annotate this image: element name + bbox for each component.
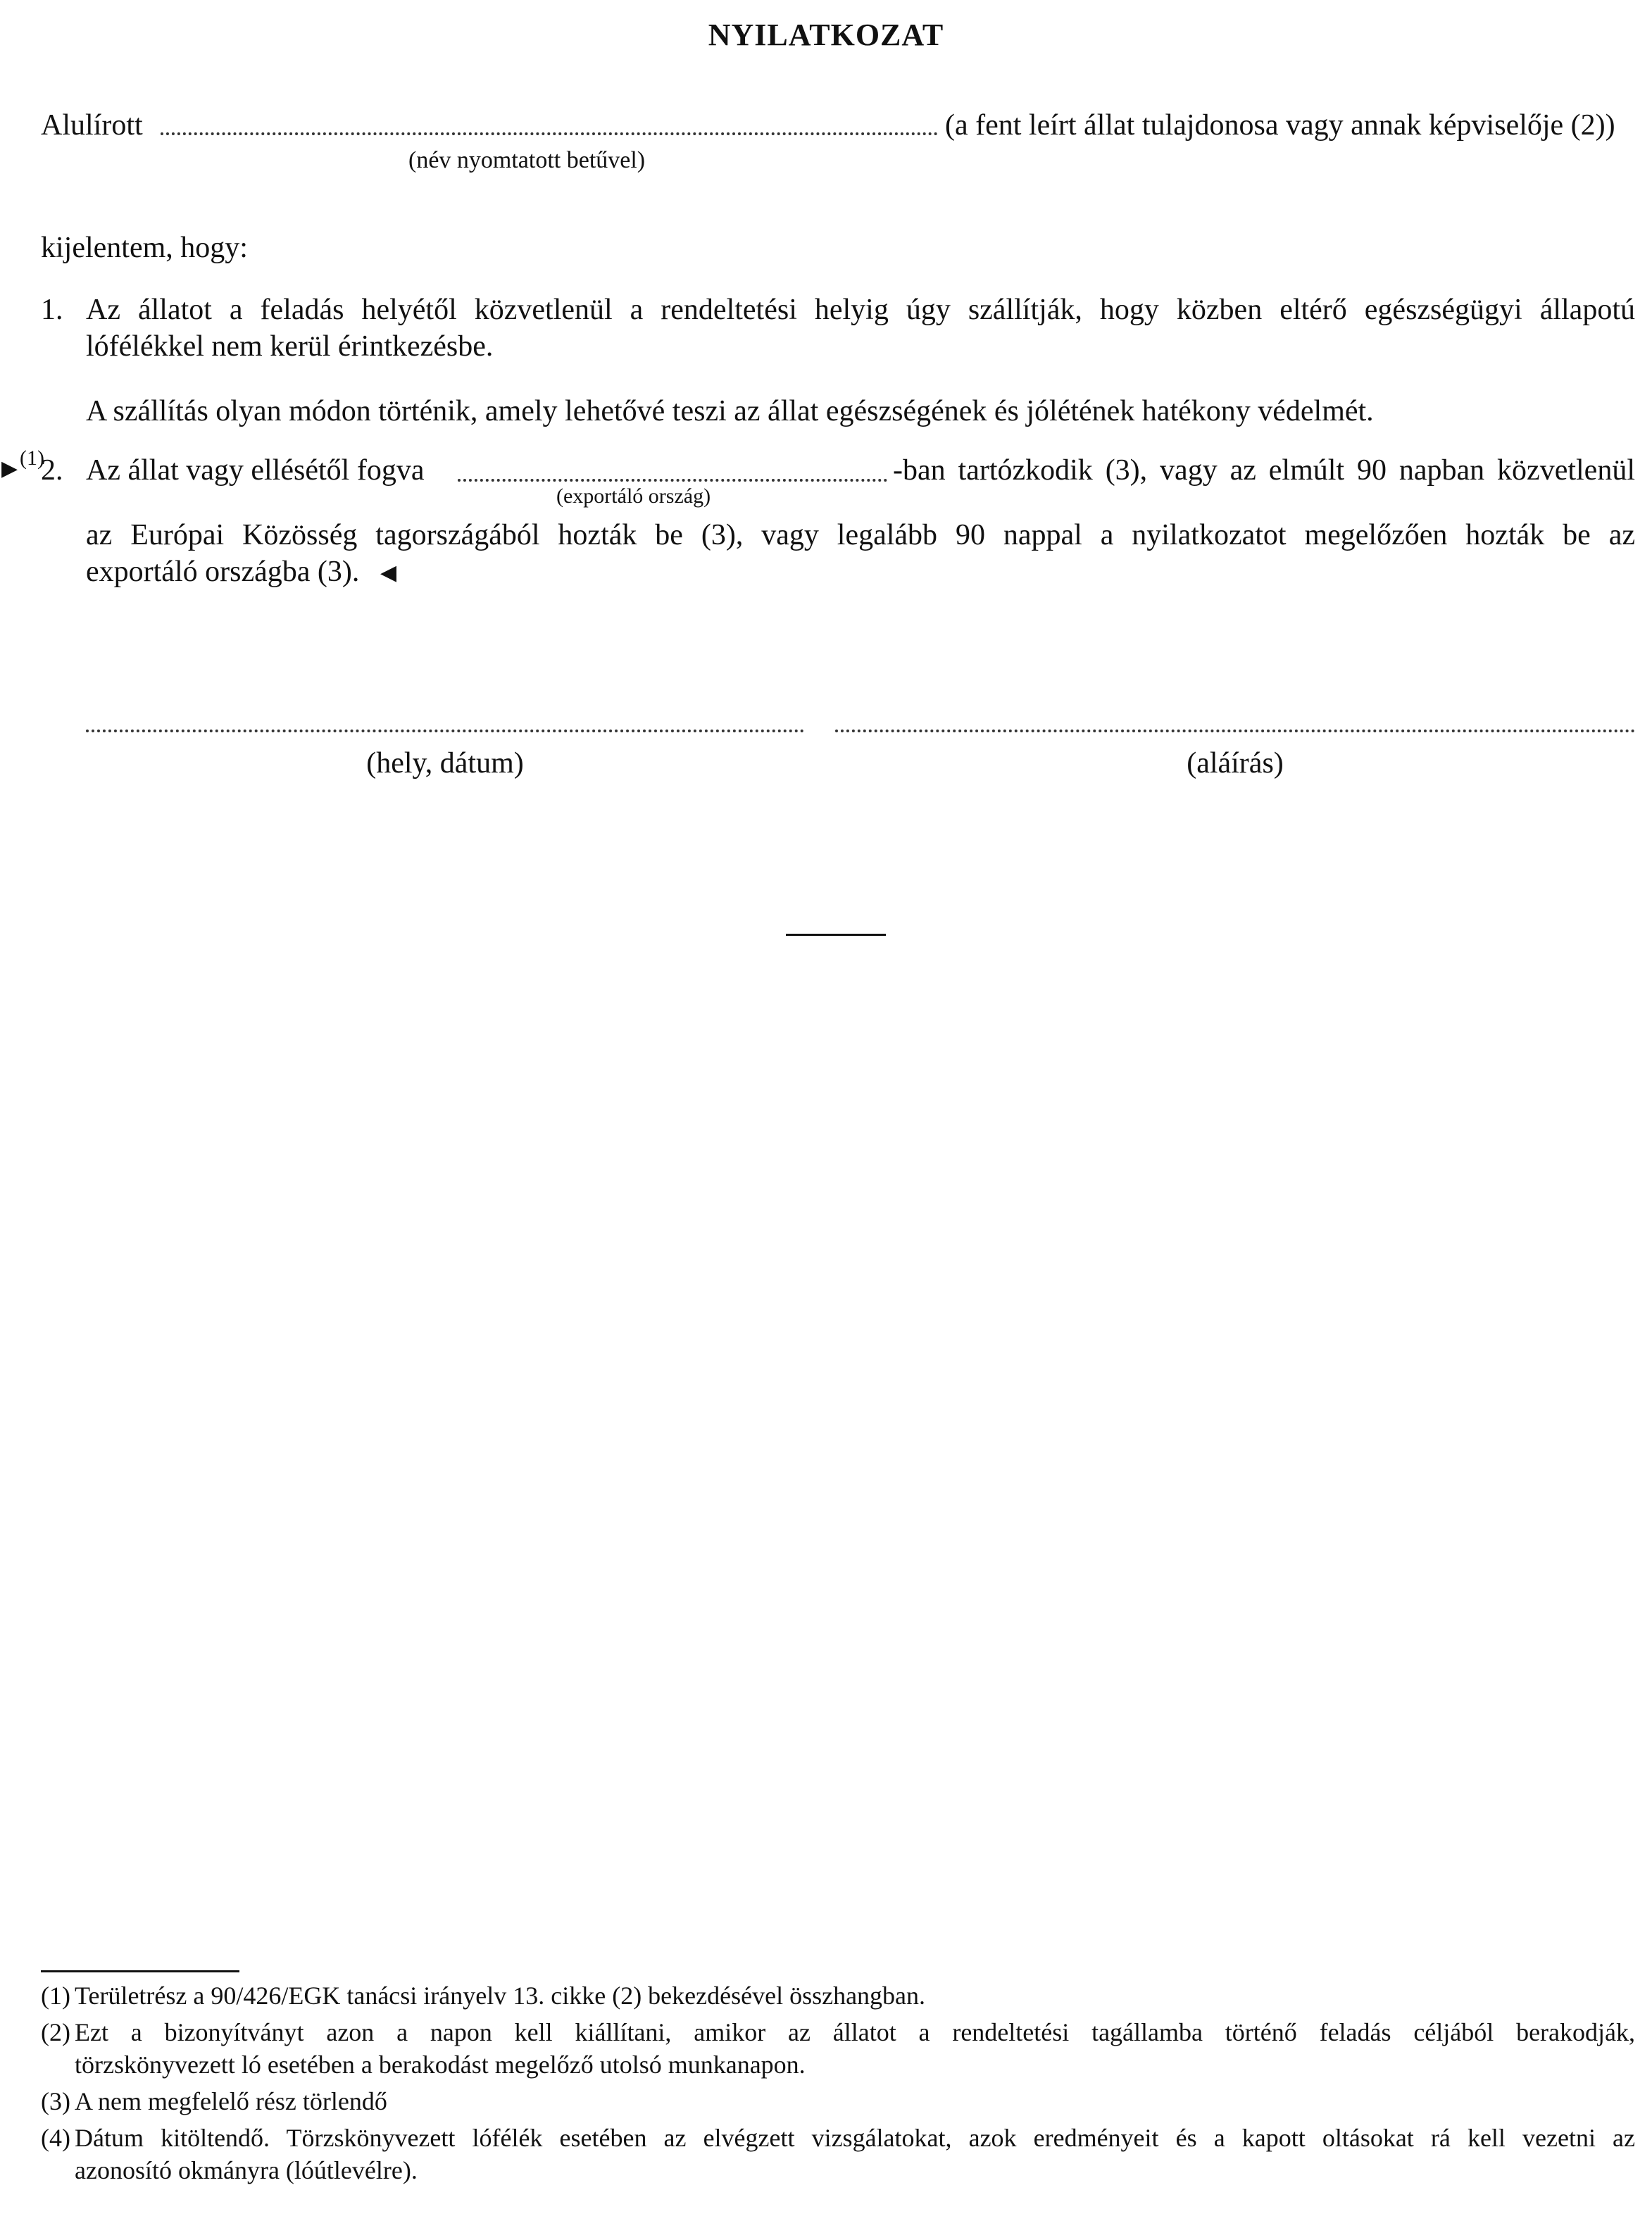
signature-caption: (aláírás) <box>1187 747 1284 780</box>
item-2-lead-text: Az állat vagy ellésétől fogva <box>86 454 425 487</box>
footnote-ref: (2) <box>41 2018 70 2046</box>
footnote-ref: (1) <box>41 1982 70 2010</box>
amendment-start-marker: ▶ <box>1 457 18 480</box>
item-1-line-2: lófélékkel nem kerül érintkezésbe. <box>86 330 494 363</box>
footnote-ref: (3) <box>41 2087 70 2115</box>
name-field-caption: (név nyomtatott betűvel) <box>408 147 646 173</box>
footnote-text: Dátum kitöltendő. Törzskönyvezett lófélék esetében az elvégzett vizsgálatokat, azok eredményeit és a kapott oltásokat rá kell vezetni az <box>75 2124 1635 2152</box>
declarant-label: Alulírott <box>41 109 143 142</box>
amendment-reference: (1) <box>20 446 44 470</box>
item-2-line-3: exportáló országba (3). <box>86 556 360 588</box>
footnote-text: A nem megfelelő rész törlendő <box>75 2087 387 2115</box>
intro-text: kijelentem, hogy: <box>41 232 248 264</box>
footnote-text: Területrész a 90/426/EGK tanácsi irányelv 13. cikke (2) bekezdésével összhangban. <box>75 1982 926 2010</box>
signature-field[interactable] <box>835 730 1635 732</box>
item-1-line-1: Az állatot a feladás helyétől közvetlenül a rendeltetési helyig úgy szállítják, hogy közben eltérő egészségügyi állapotú <box>86 294 1635 326</box>
footnote-separator <box>41 1970 239 1972</box>
footnote-text: azonosító okmányra (lóútlevélre). <box>75 2156 418 2184</box>
place-date-field[interactable] <box>86 730 804 732</box>
item-1-paragraph-2: A szállítás olyan módon történik, amely lehetővé teszi az állat egészségének és jólétének hatékony védelmét. <box>86 395 1374 427</box>
end-of-section-rule <box>786 934 886 936</box>
name-field[interactable] <box>161 132 938 135</box>
exporting-country-caption: (exportáló ország) <box>556 484 711 508</box>
item-2-line-2: az Európai Közösség tagországából hozták be (3), vagy legalább 90 nappal a nyilatkozatot megelőzően hozták be az <box>86 519 1635 551</box>
exporting-country-field[interactable] <box>458 479 887 482</box>
footnote-ref: (4) <box>41 2124 70 2152</box>
document-title: NYILATKOZAT <box>708 18 944 52</box>
declarant-role-text: (a fent leírt állat tulajdonosa vagy annak képviselője (2)) <box>945 109 1615 142</box>
amendment-end-marker: ◀ <box>380 561 397 584</box>
item-number: 2. <box>41 454 63 487</box>
footnote-text: törzskönyvezett ló esetében a berakodást megelőző utolsó munkanapon. <box>75 2051 806 2079</box>
footnote-text: Ezt a bizonyítványt azon a napon kell kiállítani, amikor az állatot a rendeltetési tagállamba történő feladás céljából berakodják, <box>75 2018 1635 2046</box>
place-date-caption: (hely, dátum) <box>366 747 524 780</box>
item-2-line-1-rest: -ban tartózkodik (3), vagy az elmúlt 90 napban közvetlenül <box>893 454 1635 487</box>
item-number: 1. <box>41 294 63 326</box>
